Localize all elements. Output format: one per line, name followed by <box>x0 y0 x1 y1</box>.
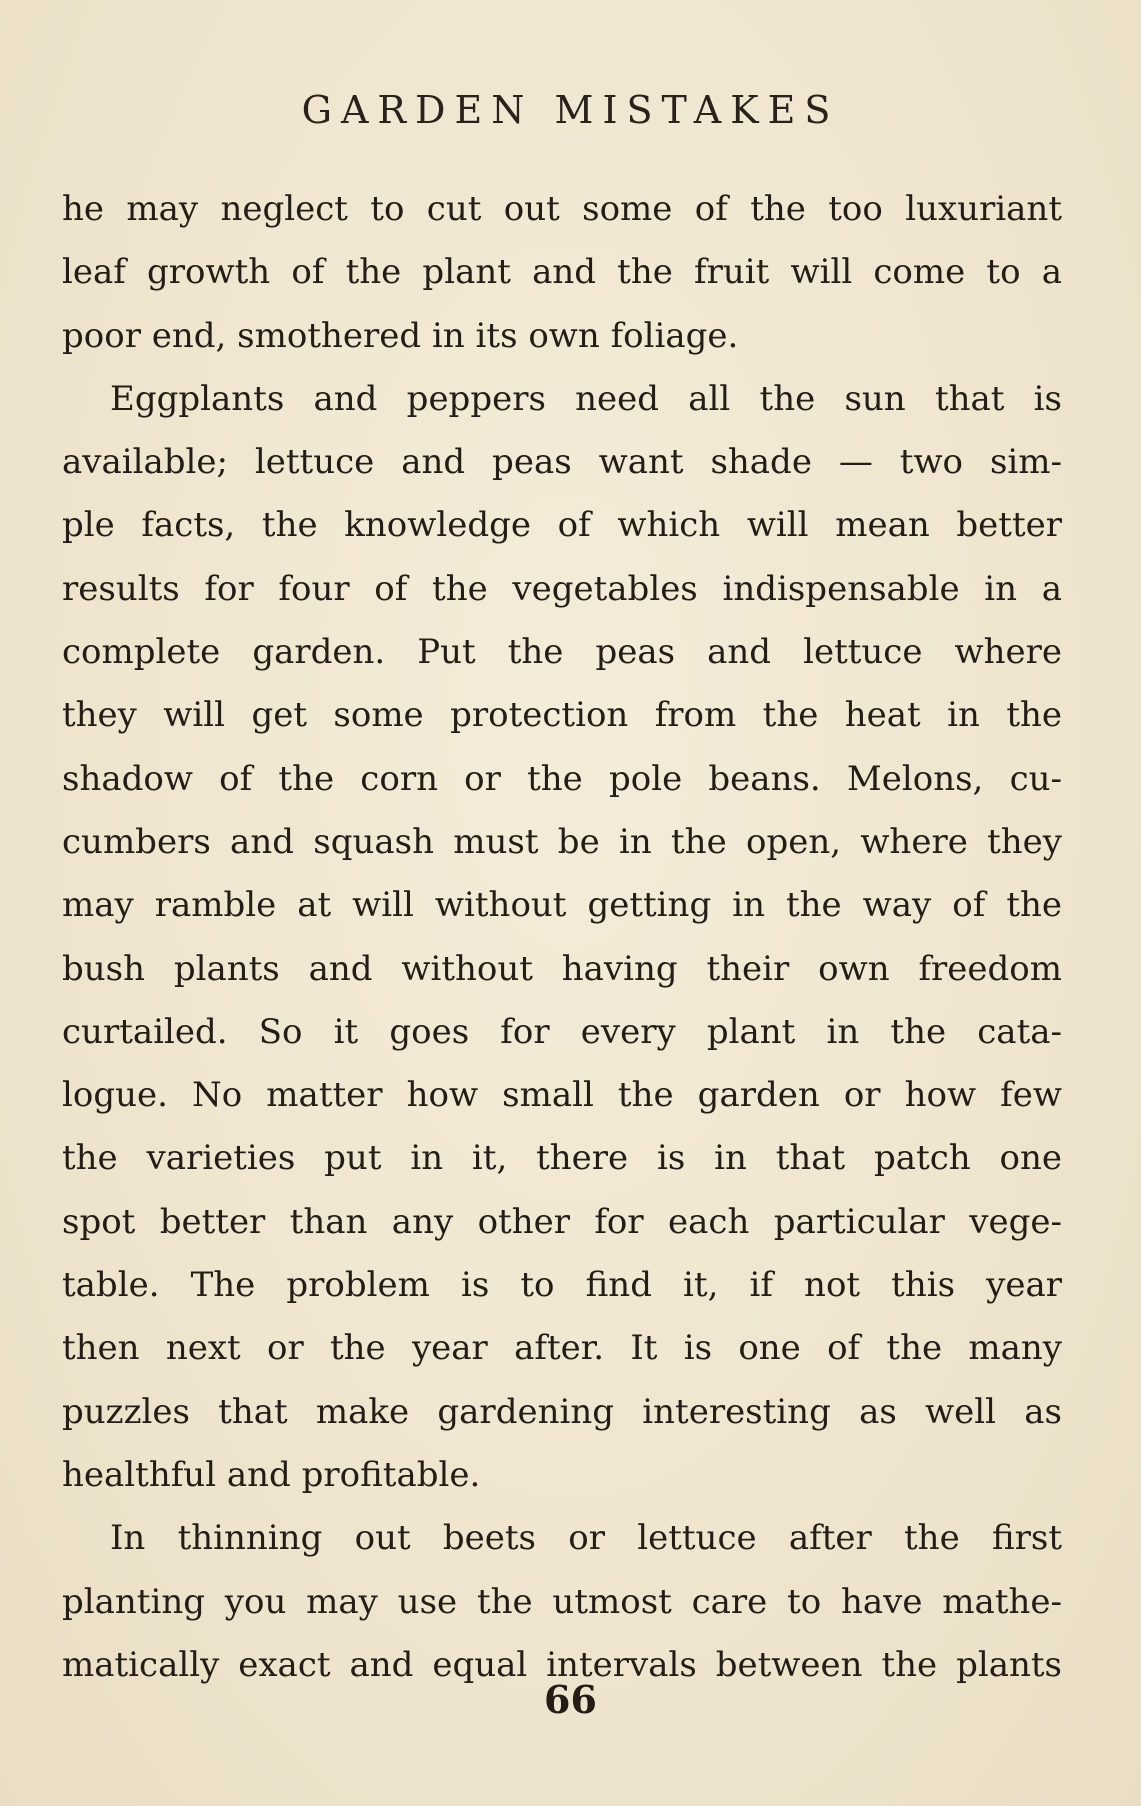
text-line: results for four of the vegetables indispensable in a <box>62 568 1062 609</box>
text-line: may ramble at will without getting in the way of the <box>62 885 1062 926</box>
text-line: complete garden. Put the peas and lettuce where <box>62 632 1062 673</box>
text-line: healthful and profitable. <box>62 1454 481 1495</box>
text-line: curtailed. So it goes for every plant in the cata- <box>62 1011 1062 1052</box>
text-line: In thinning out beets or lettuce after the first <box>110 1518 1062 1559</box>
text-line: poor end, smothered in its own foliage. <box>62 315 739 356</box>
text-line: leaf growth of the plant and the fruit will come to a <box>62 252 1062 293</box>
text-line: cumbers and squash must be in the open, where they <box>62 821 1062 862</box>
text-line: matically exact and equal intervals between the plants <box>62 1644 1062 1685</box>
text-line: available; lettuce and peas want shade — two sim- <box>62 442 1062 483</box>
text-line: shadow of the corn or the pole beans. Melons, cu- <box>62 758 1062 799</box>
text-line: puzzles that make gardening interesting as well as <box>62 1391 1062 1432</box>
text-line: Eggplants and peppers need all the sun that is <box>110 378 1062 419</box>
running-head: GARDEN MISTAKES <box>301 88 840 132</box>
text-line: they will get some protection from the heat in the <box>62 695 1062 736</box>
body-text <box>62 178 1062 1697</box>
text-line: planting you may use the utmost care to have mathe- <box>62 1581 1062 1622</box>
text-line: ple facts, the knowledge of which will mean better <box>62 505 1062 546</box>
page-number: 66 <box>544 1677 597 1722</box>
text-line: bush plants and without having their own freedom <box>62 948 1062 989</box>
text-line: logue. No matter how small the garden or how few <box>62 1075 1062 1116</box>
text-line: table. The problem is to find it, if not this year <box>62 1265 1062 1306</box>
text-line: spot better than any other for each particular vege- <box>62 1201 1062 1242</box>
text-line: then next or the year after. It is one of the many <box>62 1328 1062 1369</box>
text-line: the varieties put in it, there is in that patch one <box>62 1138 1062 1179</box>
text-line: he may neglect to cut out some of the too luxuriant <box>62 189 1062 229</box>
